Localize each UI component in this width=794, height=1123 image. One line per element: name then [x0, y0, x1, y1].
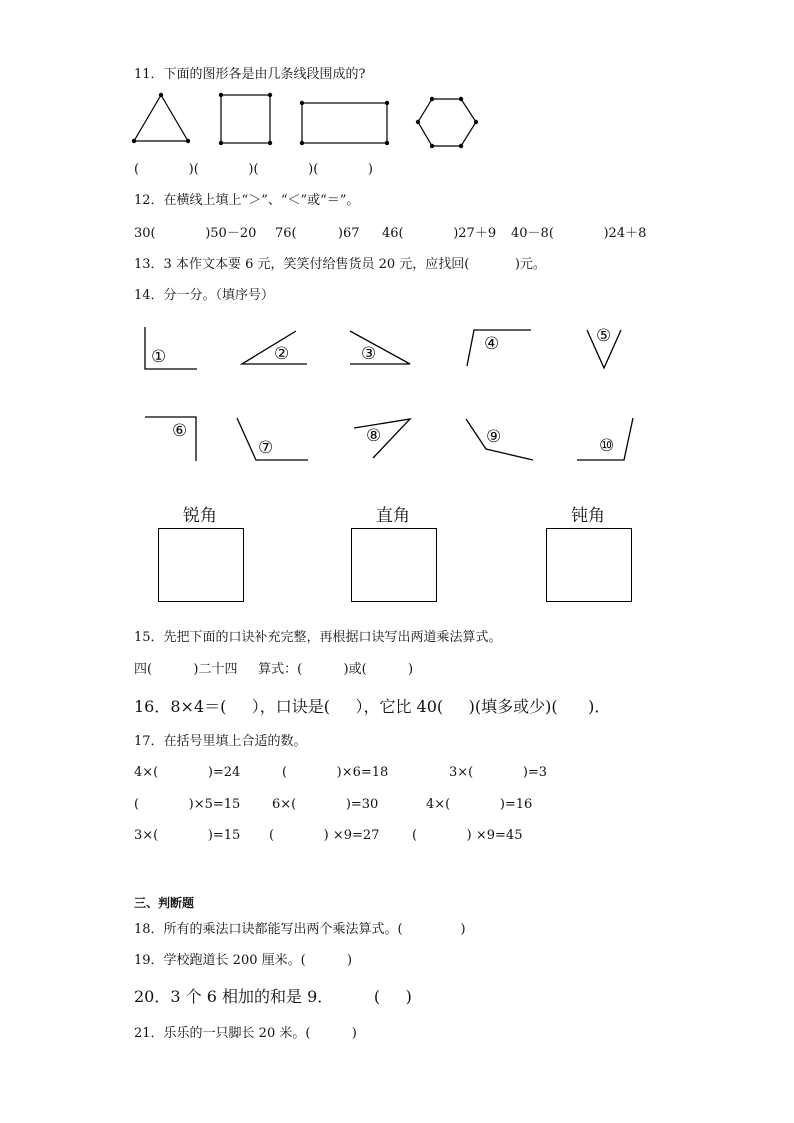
question-15-line: 四( )二十四 算式：( )或( )	[134, 662, 414, 677]
compare-item: 30( )50－20	[134, 226, 257, 241]
category-acute: 锐角	[183, 506, 217, 526]
angle-label-9: ⑨	[486, 427, 502, 447]
angle-label-7: ⑦	[258, 438, 274, 458]
acute-answer-box[interactable]	[158, 528, 244, 602]
fill-item: 6×( )=30	[272, 797, 379, 812]
rectangle-shape	[302, 103, 387, 143]
fill-item: 3×( )=3	[449, 765, 548, 780]
triangle-shape	[134, 95, 188, 141]
angle-3	[350, 331, 410, 364]
square-shape	[221, 95, 270, 143]
fill-item: ( )×6=18	[282, 765, 389, 780]
category-obtuse: 钝角	[571, 506, 605, 526]
angle-label-8: ⑧	[366, 426, 382, 446]
question-16: 16．8×4＝( ），口诀是( ），它比 40( )(填多或少)( )．	[134, 697, 611, 716]
question-21: 21．乐乐的一只脚长 20 米。( )	[134, 1026, 357, 1041]
question-18: 18．所有的乘法口诀都能写出两个乘法算式。( )	[134, 922, 466, 937]
question-11: 11．下面的图形各是由几条线段围成的?	[134, 67, 366, 82]
question-19: 19．学校跑道长 200 厘米。( )	[134, 953, 353, 968]
angle-8	[354, 419, 410, 458]
angle-label-2: ②	[274, 344, 290, 364]
angle-label-5: ⑤	[596, 326, 612, 346]
question-20: 20．3 个 6 相加的和是 9． ( )	[134, 987, 412, 1006]
angle-label-1: ①	[151, 347, 167, 367]
fill-item: ( ) ×9=45	[412, 828, 523, 843]
compare-item: 40－8( )24＋8	[511, 226, 647, 241]
obtuse-answer-box[interactable]	[546, 528, 632, 602]
angle-label-3: ③	[361, 344, 377, 364]
fill-item: ( ) ×9=27	[269, 828, 380, 843]
fill-item: 4×( )=16	[426, 797, 533, 812]
question-14: 14．分一分。（填序号）	[134, 288, 275, 303]
question-12: 12．在横线上填上“＞”、“＜”或“＝”。	[134, 193, 360, 208]
angle-label-4: ④	[484, 334, 500, 354]
fill-item: 3×( )=15	[134, 828, 241, 843]
compare-item: 76( )67	[275, 226, 360, 241]
question-13: 13．3 本作文本要 6 元，笑笑付给售货员 20 元，应找回( )元。	[134, 257, 546, 272]
right-answer-box[interactable]	[351, 528, 437, 602]
question-17: 17．在括号里填上合适的数。	[134, 734, 307, 749]
question-11-blanks: ( )( )( )( )	[134, 162, 373, 177]
angle-label-6: ⑥	[172, 421, 188, 441]
angle-label-10: ⑩	[599, 436, 615, 456]
hexagon-shape	[418, 99, 476, 146]
angle-6	[145, 417, 196, 461]
fill-item: 4×( )=24	[134, 765, 241, 780]
question-15: 15．先把下面的口诀补充完整，再根据口诀写出两道乘法算式。	[134, 630, 502, 645]
compare-item: 46( )27＋9	[382, 226, 497, 241]
category-right: 直角	[376, 506, 410, 526]
fill-item: ( )×5=15	[134, 797, 241, 812]
section-title: 三、判断题	[134, 896, 195, 910]
